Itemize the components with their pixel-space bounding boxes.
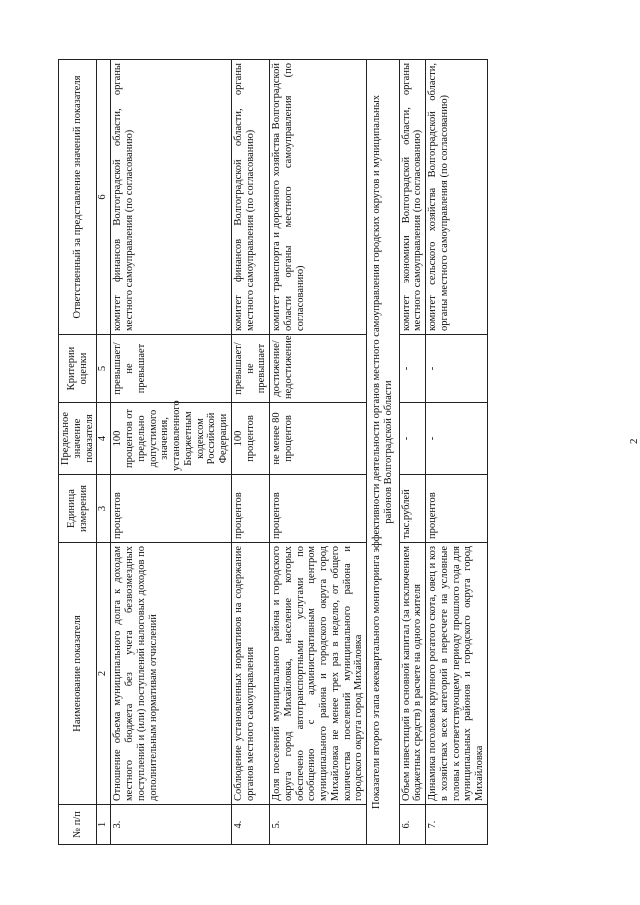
indicator-responsible: комитет экономики Волгоградской области, органы местного самоуправления (по согласованию) — [399, 60, 426, 335]
header-name: Наименование показателя — [59, 543, 97, 805]
column-number: 6 — [97, 60, 111, 335]
indicator-criteria: превышает/ не превышает — [231, 335, 269, 403]
column-number: 5 — [97, 335, 111, 403]
section-row — [367, 60, 400, 845]
column-number: 3 — [97, 475, 111, 543]
column-number: 2 — [97, 543, 111, 805]
indicator-name: Отношение объема муниципального долга к доходам местного бюджета без учета безвозмездных поступлений и (или) поступлений налоговых доходов по дополнительным нормативам отчислений — [111, 543, 232, 805]
indicator-criteria: превышает/ не превышает — [111, 335, 232, 403]
row-number: 6. — [399, 805, 426, 845]
indicator-name: Доля поселений муниципального района и городского округа город Михайловка, население которых обеспечено автотранспортными услугами по сообщению с административным центром муниципального района и городского округа город Михайловка не менее трех раз в неделю, от общего количества поселений муниципального района и городского округа город Михайловка — [270, 543, 367, 805]
table-row — [399, 60, 426, 845]
table-row — [426, 60, 488, 845]
indicator-limit: - — [399, 403, 426, 475]
indicator-limit: 100 процентов от предельно допустимого значения, установленного Бюджетным кодексом Российской Федерации — [111, 403, 232, 475]
indicators-table — [58, 59, 488, 845]
indicator-criteria: достижение/ недостижение — [270, 335, 367, 403]
header-num: № п/п — [59, 805, 97, 845]
column-number: 1 — [97, 805, 111, 845]
header-row — [59, 60, 97, 845]
row-number: 5. — [270, 805, 367, 845]
header-responsible: Ответственный за представление значений показателя — [59, 60, 97, 335]
indicator-responsible: комитет финансов Волгоградской области, органы местного самоуправления (по согласованию) — [111, 60, 232, 335]
indicator-unit: процентов — [270, 475, 367, 543]
indicator-name: Динамика поголовья крупного рогатого скота, овец и коз в хозяйствах всех категорий в пересчете на условные головы к соответствующему периоду прошлого года для муниципальных районов и городского округа город Михайловка — [426, 543, 488, 805]
indicator-limit: не менее 80 процентов — [270, 403, 367, 475]
indicator-responsible: комитет сельского хозяйства Волгоградской области, органы местного самоуправления (по согласованию) — [426, 60, 488, 335]
row-number: 3. — [111, 805, 232, 845]
indicator-unit: процентов — [111, 475, 232, 543]
column-number: 4 — [97, 403, 111, 475]
indicator-limit: - — [426, 403, 488, 475]
indicator-unit: процентов — [231, 475, 269, 543]
indicator-unit: процентов — [426, 475, 488, 543]
header-criteria: Критерии оценки — [59, 335, 97, 403]
indicator-responsible: комитет транспорта и дорожного хозяйства Волгоградской области органы местного самоуправления (по согласованию) — [270, 60, 367, 335]
indicator-limit: 100 процентов — [231, 403, 269, 475]
indicator-name: Объем инвестиций в основной капитал (за исключением бюджетных средств) в расчете на одного жителя — [399, 543, 426, 805]
column-number-row — [97, 60, 111, 845]
table-row — [231, 60, 269, 845]
page-number: 2 — [628, 438, 640, 444]
rotated-table-container — [58, 60, 628, 845]
table-row — [111, 60, 232, 845]
header-limit: Предельное значение показателя — [59, 403, 97, 475]
indicator-criteria: - — [426, 335, 488, 403]
row-number: 4. — [231, 805, 269, 845]
indicator-unit: тыс.рублей — [399, 475, 426, 543]
indicator-criteria: - — [399, 335, 426, 403]
indicator-responsible: комитет финансов Волгоградской области, органы местного самоуправления (по согласованию) — [231, 60, 269, 335]
header-unit: Единица измерения — [59, 475, 97, 543]
row-number: 7. — [426, 805, 488, 845]
indicator-name: Соблюдение установленных нормативов на содержание органов местного самоуправления — [231, 543, 269, 805]
section-title: Показатели второго этапа ежеквартального мониторинга эффективности деятельности органов местного самоуправления городских округов и муниципальных районов Волгоградской области — [367, 60, 400, 845]
table-row — [270, 60, 367, 845]
